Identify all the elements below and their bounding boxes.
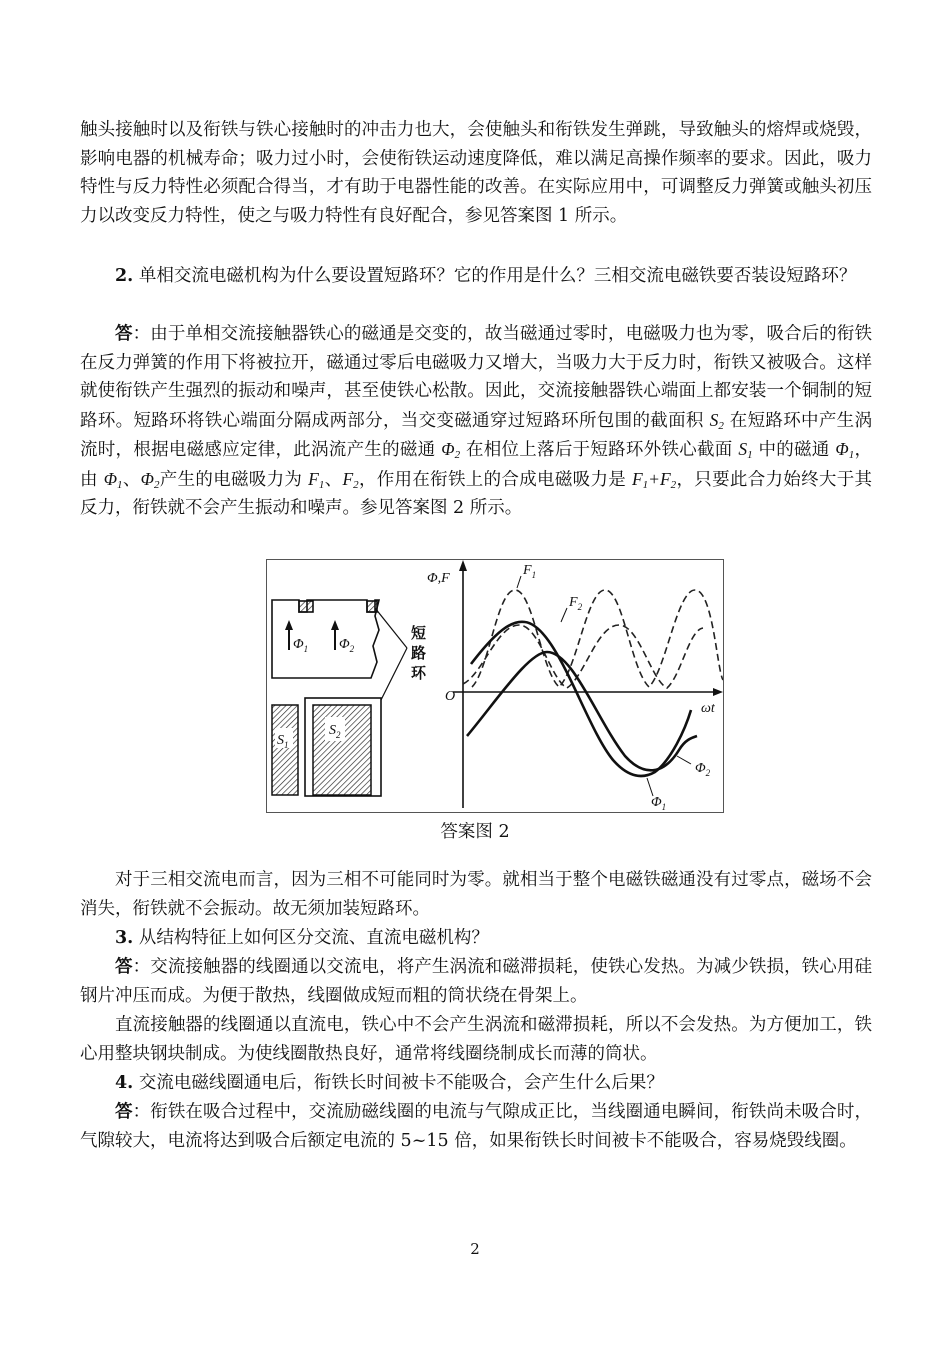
core-section-upper — [272, 600, 379, 678]
label-f2: $F_2$ — [569, 595, 583, 612]
question-number: 2. — [115, 266, 134, 286]
ring-label — [411, 624, 427, 682]
question-text: 单相交流电磁机构为什么要设置短路环？它的作用是什么？三相交流电磁铁要否装设短路环？ — [133, 266, 857, 286]
question-text: 交流电磁线圈通电后，衔铁长时间被卡不能吸合，会产生什么后果？ — [133, 1073, 664, 1093]
question-text: 从结构特征上如何区分交流、直流电磁机构？ — [133, 928, 489, 948]
question-number: 4. — [115, 1073, 134, 1093]
core-label-phi1: $\Phi_1$ — [293, 637, 309, 654]
shading-ring-left — [299, 601, 313, 612]
curve-phi1 — [471, 622, 691, 776]
label-phi2: $\Phi_2$ — [695, 761, 711, 778]
answer-3 — [80, 953, 872, 1010]
answer-label: 答 — [115, 324, 133, 344]
question-2 — [80, 262, 872, 291]
svg-text:短: 短 — [411, 624, 427, 642]
section-label-s1: $S_1$ — [277, 733, 289, 750]
shading-ring-right — [367, 601, 377, 612]
answer-figure-2 — [266, 559, 724, 813]
symbol-s2: $S_2$ — [709, 409, 724, 432]
core-label-phi2: $\Phi_2$ — [339, 637, 355, 654]
answer-label: 答 — [115, 957, 133, 977]
figure-svg — [267, 560, 723, 812]
svg-text:环: 环 — [411, 664, 427, 682]
symbol-s1: $S_1$ — [738, 439, 753, 461]
curve-f1 — [472, 590, 723, 687]
figure-caption: 答案图 2 — [440, 822, 510, 842]
page-number: 2 — [470, 1240, 480, 1258]
answer-text: ：交流接触器的线圈通以交流电，将产生涡流和磁滞损耗，使铁心发热。为减少铁损，铁心用硅钢片冲压而成。为便于散热，线圈做成短而粗的筒状绕在骨架上。 — [80, 957, 872, 1006]
origin-label: O — [445, 689, 456, 704]
symbol-phi2: $\Phi_2$ — [140, 468, 160, 491]
symbol-phi1: $\Phi_1$ — [103, 468, 123, 491]
symbol-f1-plus-f2: $F_1+F_2$ — [631, 468, 677, 491]
paragraph-dc-contactor: 直流接触器的线圈通以直流电，铁心中不会产生涡流和磁滞损耗，所以不会发热。为方便加工，铁心用整块钢块制成。为使线圈散热良好，通常将线圈绕制成长而薄的筒状。 — [80, 1015, 872, 1064]
axis-y-label: Φ,F — [427, 571, 450, 586]
symbol-phi2: $\Phi_2$ — [441, 439, 461, 461]
section-label-s2: $S_2$ — [329, 723, 341, 740]
symbol-f1: $F_1$ — [308, 468, 325, 491]
question-3 — [80, 924, 872, 953]
label-phi1: $\Phi_1$ — [651, 795, 667, 812]
axis-x-label: ωt — [701, 701, 715, 716]
answer-text: ：由于单相交流接触器铁心的磁通是交变的，故当磁通过零时，电磁吸力也为零，吸合后的衔铁在反力弹簧的作用下将被拉开，磁通过零后电磁吸力又增大，当吸力大于反力时，衔铁又被吸合。这样就使衔铁产生强烈的振动和噪声，甚至使铁心松散。因此，交流接触器铁心端面上都安装一个铜制的短路环。短路环将铁心端面分隔成两部分，当交变磁通穿过短路环所包围的截面积 — [80, 324, 872, 431]
axes — [453, 560, 723, 808]
question-4 — [80, 1069, 872, 1098]
curve-f2 — [463, 625, 703, 688]
question-number: 3. — [115, 928, 134, 948]
symbol-f2: $F_2$ — [342, 468, 359, 491]
ring-leader-lines — [375, 608, 407, 700]
answer-label: 答 — [115, 1102, 133, 1122]
answer-text: ：衔铁在吸合过程中，交流励磁线圈的电流与气隙成正比，当线圈通电瞬间，衔铁尚未吸合时，气隙较大，电流将达到吸合后额定电流的 5~15 倍，如果衔铁长时间被卡不能吸合，容易烧毁线圈。 — [80, 1102, 872, 1151]
paragraph-suction-reaction: 触头接触时以及衔铁与铁心接触时的冲击力也大，会使触头和衔铁发生弹跳，导致触头的熔焊或烧毁，影响电器的机械寿命；吸力过小时，会使衔铁运动速度降低，难以满足高操作频率的要求。因此，吸力特性与反力特性必须配合得当，才有助于电器性能的改善。在实际应用中，可调整反力弹簧或触头初压力以改变反力特性，使之与吸力特性有良好配合，参见答案图 1 所示。 — [80, 120, 872, 226]
answer-2: 答：由于单相交流接触器铁心的磁通是交变的，故当磁通过零时，电磁吸力也为零，吸合后的衔铁在反力弹簧的作用下将被拉开，磁通过零后电磁吸力又增大，当吸力大于反力时，衔铁又被吸合。这样就使衔铁产生强烈的振动和噪声，甚至使铁心松散。因此，交流接触器铁心端面上都安装一个铜制的短路环。短路环将铁心端面分隔成两部分，当交变磁通穿过短路环所包围的截面积 $S_2$ 在短路环中产生涡流时，根据电磁感应定律，此涡流产生的磁通 $\Phi_2$ 在相位上落后于短路环外铁心截面 $S_1$ 中的磁通 $\Phi_1$，由 $\Phi_1$、$\Phi_2$产生的电磁吸力为 $F_1$、$F_2$，作用在衔铁上的合成电磁吸力是 $F_1+F_2$，只要此合力始终大于其反力，衔铁就不会产生振动和噪声。参见答案图 2 所示。 — [80, 324, 873, 518]
answer-4 — [80, 1098, 872, 1155]
symbol-phi1: $\Phi_1$ — [835, 439, 855, 461]
paragraph-three-phase: 对于三相交流电而言，因为三相不可能同时为零。就相当于整个电磁铁磁通没有过零点，磁场不会消失，衔铁就不会振动。故无须加装短路环。 — [80, 870, 872, 919]
svg-text:路: 路 — [411, 644, 427, 662]
label-f1: $F_1$ — [523, 563, 537, 580]
